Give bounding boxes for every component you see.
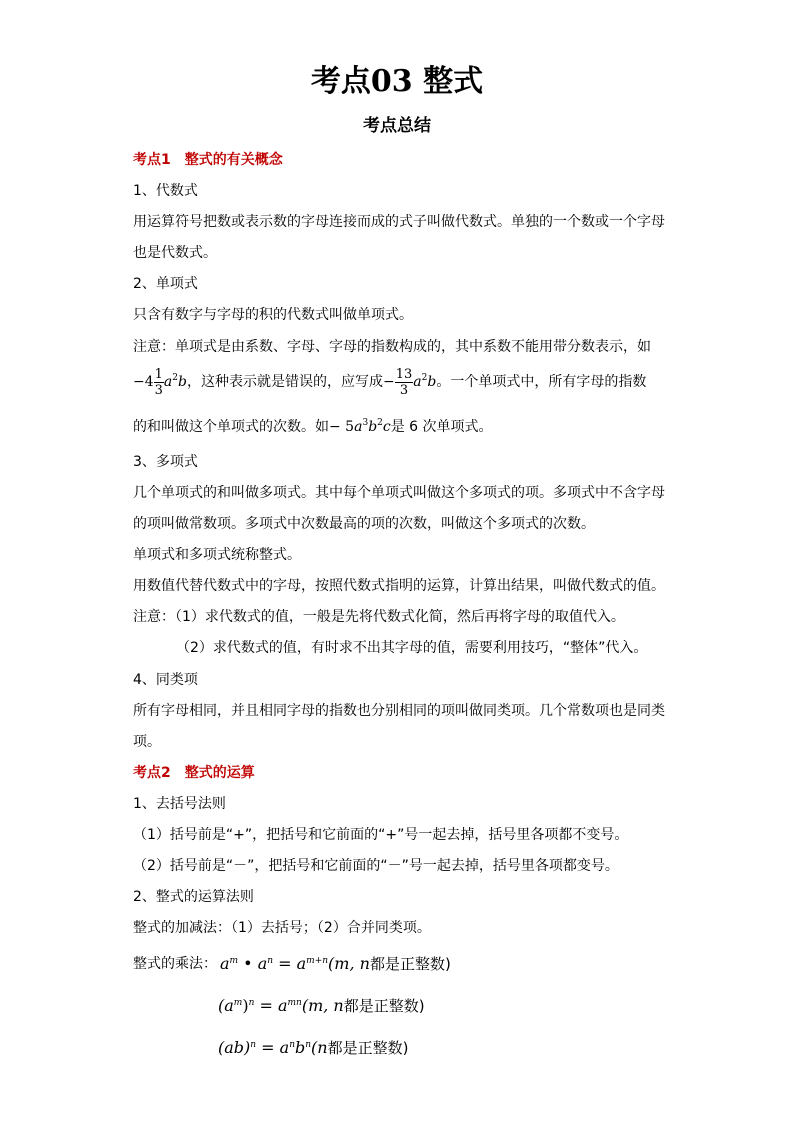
paragraph-line: 只含有数字与字母的积的代数式叫做单项式。 bbox=[133, 307, 413, 323]
math-condition-text: 都是正整数) bbox=[343, 997, 425, 1015]
subsection-heading: 1、代数式 bbox=[133, 183, 198, 199]
math-condition: (m, n bbox=[328, 954, 370, 973]
math-var: (a bbox=[218, 996, 234, 1015]
fraction-numerator: 1 bbox=[154, 366, 163, 382]
math-op: • bbox=[238, 954, 258, 973]
section-heading-2: 考点2 整式的运算 bbox=[133, 765, 255, 781]
fraction-numerator: 13 bbox=[395, 366, 413, 382]
math-exp: m bbox=[229, 956, 239, 966]
subsection-heading: 1、去括号法则 bbox=[133, 796, 226, 812]
math-exp: n bbox=[289, 1040, 295, 1050]
paragraph-line-math bbox=[133, 366, 646, 398]
math-exp: mn bbox=[287, 998, 302, 1008]
subsection-heading: 2、单项式 bbox=[133, 276, 198, 292]
paragraph-line: 也是代数式。 bbox=[133, 245, 217, 261]
math-op: = bbox=[254, 996, 278, 1015]
math-var: a bbox=[220, 954, 230, 973]
paragraph-line: 的项叫做常数项。多项式中次数最高的项的次数，叫做这个多项式的次数。 bbox=[133, 516, 595, 532]
paragraph-line: 项。 bbox=[133, 734, 161, 750]
math-coef: − 5 bbox=[329, 419, 355, 435]
math-exp: 2 bbox=[172, 373, 179, 383]
text-run: ，这种表示就是错误的，应写成 bbox=[186, 374, 383, 390]
math-var: a bbox=[279, 1038, 290, 1057]
paragraph-line: 用运算符号把数或表示数的字母连接而成的式子叫做代数式。单独的一个数或一个字母 bbox=[133, 214, 665, 230]
math-exp: n bbox=[250, 1040, 257, 1050]
math-exp: 3 bbox=[362, 418, 369, 428]
math-exp: m bbox=[233, 998, 243, 1008]
math-op: = bbox=[273, 954, 297, 973]
paragraph-line: 几个单项式的和叫做多项式。其中每个单项式叫做这个多项式的项。多项式中不含字母 bbox=[133, 485, 665, 501]
math-condition-text: 都是正整数) bbox=[369, 955, 451, 973]
paragraph-line: 整式的加减法：（1）去括号；（2）合并同类项。 bbox=[133, 920, 431, 936]
formula-product-power bbox=[218, 1037, 408, 1059]
math-coef: −4 bbox=[133, 374, 154, 390]
page-title: 考点03 整式 bbox=[310, 64, 484, 99]
fraction-denominator: 3 bbox=[154, 382, 163, 398]
math-exp: 2 bbox=[421, 373, 428, 383]
subsection-heading: 3、多项式 bbox=[133, 454, 198, 470]
math-paren: ) bbox=[242, 996, 249, 1015]
math-condition: (n bbox=[311, 1038, 328, 1057]
math-var: a bbox=[354, 419, 363, 435]
math-var: a bbox=[257, 954, 268, 973]
paragraph-line: 用数值代替代数式中的字母，按照代数式指明的运算，计算出结果，叫做代数式的值。 bbox=[133, 578, 665, 594]
math-var: b bbox=[368, 419, 378, 435]
formula-power-product bbox=[220, 953, 451, 975]
paragraph-line: 注意：单项式是由系数、字母、字母的指数构成的，其中系数不能用带分数表示，如 bbox=[133, 339, 651, 355]
text-run: 的和叫做这个单项式的次数。如 bbox=[133, 419, 329, 435]
math-exp: n bbox=[248, 998, 255, 1008]
paragraph-line: （1）括号前是“+”，把括号和它前面的“+”号一起去掉，括号里各项都不变号。 bbox=[133, 827, 629, 843]
page-subtitle: 考点总结 bbox=[363, 116, 431, 136]
section-heading-1: 考点1 整式的有关概念 bbox=[133, 152, 283, 168]
math-var: b bbox=[178, 374, 187, 390]
math-op: = bbox=[256, 1038, 280, 1057]
text-run: 是 6 次单项式。 bbox=[390, 419, 493, 435]
math-var: a bbox=[277, 996, 288, 1015]
math-exp: n bbox=[305, 1040, 312, 1050]
math-sign: − bbox=[382, 374, 395, 390]
math-condition: (m, n bbox=[301, 996, 344, 1015]
paragraph-line-math bbox=[133, 417, 493, 437]
text-run: 。一个单项式中，所有字母的指数 bbox=[436, 374, 647, 390]
formula-power-of-power bbox=[218, 995, 425, 1017]
paragraph-line: （2）求代数式的值，有时求不出其字母的值，需要利用技巧，“整体”代入。 bbox=[176, 640, 648, 656]
fraction-denominator: 3 bbox=[399, 382, 409, 398]
paragraph-line: 注意：（1）求代数式的值，一般是先将代数式化简，然后再将字母的取值代入。 bbox=[133, 609, 625, 625]
math-condition-text: 都是正整数) bbox=[327, 1039, 409, 1057]
math-var: (ab) bbox=[218, 1038, 251, 1057]
paragraph-line: 所有字母相同，并且相同字母的指数也分别相同的项叫做同类项。几个常数项也是同类 bbox=[133, 703, 665, 719]
subsection-heading: 2、整式的运算法则 bbox=[133, 889, 254, 905]
fraction bbox=[154, 367, 164, 398]
math-var: b bbox=[294, 1038, 306, 1057]
paragraph-line: （2）括号前是“－”，把括号和它前面的“－”号一起去掉，括号里各项都变号。 bbox=[133, 858, 619, 874]
math-var: a bbox=[296, 954, 307, 973]
formula-line bbox=[133, 954, 217, 974]
math-var: a bbox=[413, 374, 422, 390]
math-var: a bbox=[163, 374, 173, 390]
text-run: 整式的乘法： bbox=[133, 956, 217, 972]
math-exp: m+n bbox=[306, 956, 329, 966]
paragraph-line: 单项式和多项式统称整式。 bbox=[133, 547, 301, 563]
fraction bbox=[395, 367, 414, 398]
math-exp: n bbox=[267, 956, 274, 966]
subsection-heading: 4、同类项 bbox=[133, 672, 198, 688]
math-var: c bbox=[382, 419, 391, 435]
math-exp: 2 bbox=[377, 418, 383, 428]
math-var: b bbox=[427, 374, 437, 390]
